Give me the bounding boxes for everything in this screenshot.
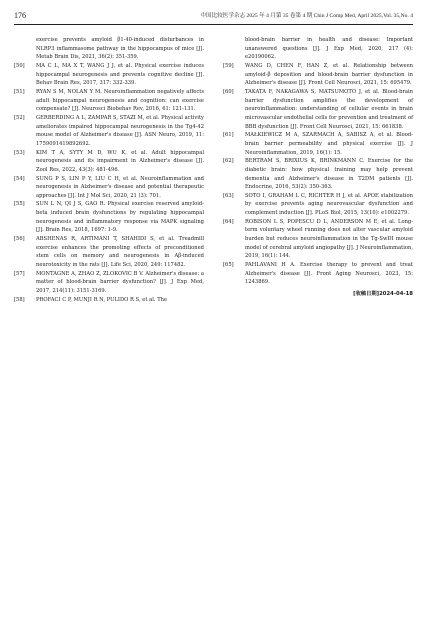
reference-text: SUNG P S, LIN P Y, LIU C H, et al. Neuroinflammation and neurogenesis in Alzheimer's disease and potential therapeutic approaches [J]. Int J Mol Sci, 2020, 21 (3): 701. bbox=[36, 175, 204, 199]
reference-text: PAHLAVANI H A. Exercise therapy to prevent and treat Alzheimer's disease [J]. Front Aging Neurosci, 2023, 15: 1243869. bbox=[245, 262, 413, 286]
reference-continuation: blood-brain barrier in health and disease: Important unanswered questions [J]. J Exp Med, 2020, 217 (4): e20190062. bbox=[245, 37, 413, 61]
received-date: [收稿日期]2024-04-18 bbox=[353, 291, 413, 298]
reference-continuation: exercise prevents amyloid β1-40-induced disturbances in NLRP3 inflammasome pathway in the hippocampus of mice [J]. Metab Brain Dis, 2021, 36(2): 351-359. bbox=[36, 37, 204, 61]
reference-entry bbox=[223, 131, 413, 157]
reference-entry bbox=[14, 270, 204, 296]
reference-entry bbox=[223, 192, 413, 218]
reference-text: ROBISON L S, POPESCU D L, ANDERSON M E, et al. Long-term voluntary wheel running does not alter vascular amyloid burden but reduces neuroinflammation in the Tg-SwDI mouse model of cerebral amyloid angiopathy [J]. J Neuroinflammation, 2019, 16(1): 144. bbox=[245, 218, 413, 260]
reference-number: [54] bbox=[14, 175, 25, 182]
reference-entry bbox=[14, 88, 204, 114]
journal-citation: 中国比较医学杂志 2025 年 4 月第 35 卷第 4 期 Chin J Comp Med, April 2025,Vol. 35,No. 4 bbox=[200, 13, 413, 19]
reference-number: [50] bbox=[14, 62, 25, 69]
reference-number: [56] bbox=[14, 236, 25, 243]
reference-text: RYAN S M, NOLAN Y M. Neuroinflammation negatively affects adult hippocampal neurogenesis and cognition: can exercise compensate? [J]. Neurosci Biobehav Rev, 2016, 61: 121-131. bbox=[36, 88, 204, 113]
reference-text: ABSHENAS R, ARTIMANI T, SHAHIDI S, et al. Treadmill exercise enhances the promoting effects of preconditioned stem cells on memory and neurogenesis in Aβ-induced neurotoxicity in the rats [J]. Life Sci, 2020, 249: 117482. bbox=[36, 236, 204, 269]
reference-number: [52] bbox=[14, 114, 25, 121]
reference-entry bbox=[14, 62, 204, 88]
reference-text: SOTO I, GRAHAM L C, RICHTER H J, et al. APOE stabilization by exercise prevents aging neurovascular dysfunction and complement induction [J]. PLoS Biol, 2015, 13(10): e1002279. bbox=[245, 192, 413, 217]
reference-text: MONTAGNE A, ZHAO Z, ZLOKOVIC B V. Alzheimer's disease: a matter of blood-brain barrier dysfunction? [J]. J Exp Med, 2017, 214(11): 3151-3169. bbox=[36, 270, 204, 295]
reference-text: KIM T A, SYTY M D, WU K, et al. Adult hippocampal neurogenesis and its impairment in Alzheimer's disease [J]. Zool Res, 2022, 43(3): 481-496. bbox=[36, 149, 204, 173]
reference-number: [62] bbox=[223, 158, 234, 165]
reference-list-left bbox=[14, 62, 204, 304]
reference-number: [61] bbox=[223, 132, 234, 139]
reference-entry bbox=[223, 88, 413, 131]
reference-entry bbox=[14, 149, 204, 175]
reference-number: [57] bbox=[14, 270, 25, 277]
reference-entry bbox=[223, 62, 413, 88]
reference-number: [63] bbox=[223, 192, 234, 199]
reference-entry bbox=[223, 261, 413, 287]
reference-number: [51] bbox=[14, 88, 25, 95]
reference-number: [65] bbox=[223, 262, 234, 269]
reference-number: [55] bbox=[14, 201, 25, 208]
reference-number: [59] bbox=[223, 62, 234, 69]
reference-text: MA C L, MA X T, WANG J J, et al. Physical exercise induces hippocampal neurogenesis and prevents cognitive decline [J]. Behav Brain Res, 2017, 317: 332-339. bbox=[36, 62, 204, 87]
reference-entry bbox=[14, 200, 204, 235]
reference-entry bbox=[223, 157, 413, 192]
right-column bbox=[223, 36, 413, 299]
reference-text: MAŁKIEWICZ M A, SZARMACH A, SABISZ A, et al. Blood-brain barrier permeability and physical exercise [J]. J Neuroinflammation, 2019, 16(1): 15. bbox=[245, 132, 413, 156]
left-column bbox=[14, 36, 204, 304]
reference-number: [58] bbox=[14, 296, 25, 303]
reference-text: GERBERDING A L, ZAMPAR S, STAZI M, et al. Physical activity ameliorates impaired hippocampal neurogenesis in the Tg4-42 mouse model of Alzheimer's disease [J]. ASN Neuro, 2019, 11: 1759091419892692. bbox=[36, 114, 204, 147]
page-number: 176 bbox=[14, 11, 26, 20]
reference-list-right bbox=[223, 62, 413, 287]
reference-text: PROFACI C P, MUNJI R N, PULIDO R S, et al. The bbox=[36, 296, 168, 303]
reference-text: TAKATA F, NAKAGAWA S, MATSUMOTO J, et al. Blood-brain barrier dysfunction amplifies the development of neuroinflammation: understanding of cellular events in brain microvascular endothelial cells for prevention and treatment of BBB dysfunction [J]. Front Cell Neurosci, 2021, 15: 661838. bbox=[245, 88, 413, 130]
running-header bbox=[14, 10, 413, 25]
reference-entry bbox=[14, 114, 204, 149]
reference-text: SUN L N, QI J S, GAO R. Physical exercise reserved amyloid-beta induced brain dysfunctions by regulating hippocampal neurogenesis and inflammatory response via MAPK signaling [J]. Brain Res, 2018, 1697: 1-9. bbox=[36, 201, 204, 234]
reference-entry bbox=[14, 175, 204, 201]
reference-number: [60] bbox=[223, 88, 234, 95]
reference-number: [53] bbox=[14, 149, 25, 156]
reference-entry bbox=[223, 218, 413, 261]
reference-text: WANG D, CHEN F, HAN Z, et al. Relationship between amyloid-β deposition and blood-brain barrier dysfunction in Alzheimer's disease [J]. Front Cell Neurosci, 2021, 15: 695479. bbox=[245, 62, 413, 87]
reference-entry bbox=[14, 235, 204, 270]
reference-text: BERTRAM S, BRIXIUS K, BRINKMANN C. Exercise for the diabetic brain: how physical training may help prevent dementia and Alzheimer's disease in T2DM patients [J]. Endocrine, 2016, 53(2): 350-363. bbox=[245, 158, 413, 191]
reference-number: [64] bbox=[223, 218, 234, 225]
reference-entry bbox=[14, 296, 204, 305]
